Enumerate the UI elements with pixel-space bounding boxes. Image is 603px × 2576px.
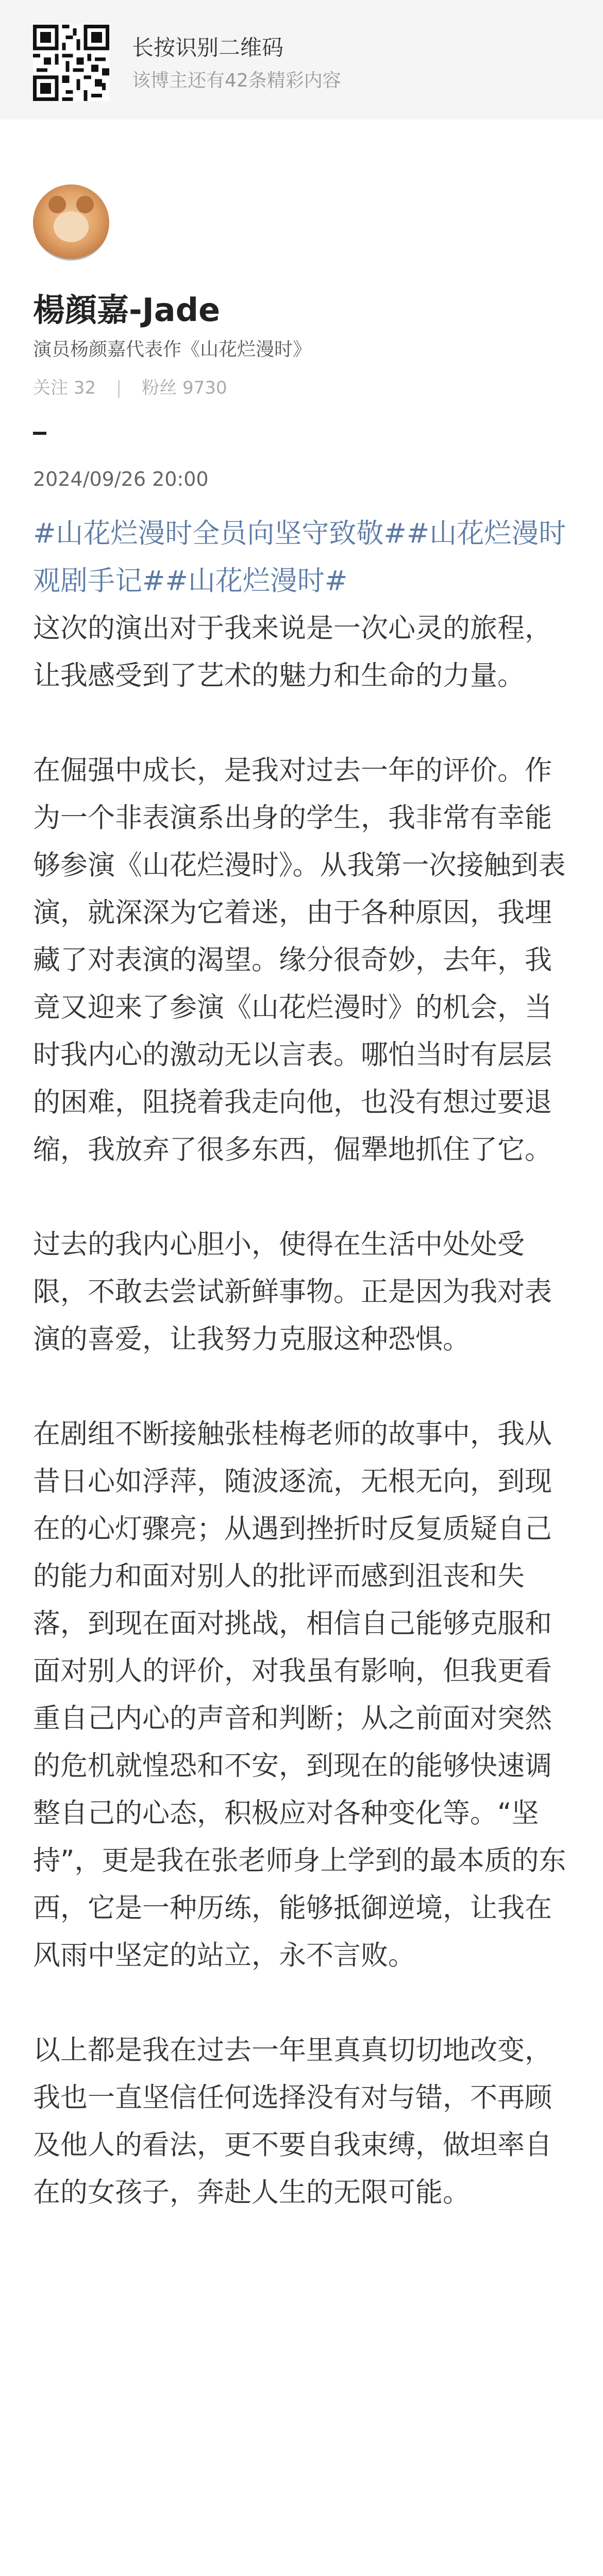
post-date: 2024/09/26 20:00	[33, 468, 209, 490]
post-paragraph: 在倔强中成长，是我对过去一年的评价。作为一个非表演系出身的学生，我非常有幸能够参演《山花烂漫时》。从我第一次接触到表演，就深深为它着迷，由于各种原因，我埋藏了对表演的渴望。缘分很奇妙，去年，我竟又迎来了参演《山花烂漫时》的机会，当时我内心的激动无以言表。哪怕当时有层层的困难，阻挠着我走向他，也没有想过要退缩，我放弃了很多东西，倔犟地抓住了它。	[33, 755, 566, 1165]
top-banner[interactable]	[0, 0, 603, 120]
divider: |	[115, 378, 122, 398]
post-paragraph: 过去的我内心胆小，使得在生活中处处受限，不敢去尝试新鲜事物。正是因为我对表演的喜爱，让我努力克服这种恐惧。	[33, 1229, 552, 1355]
profile-name[interactable]: 楊顔嘉-Jade	[33, 291, 221, 329]
followers-count[interactable]: 粉丝 9730	[142, 378, 227, 398]
profile-stats	[33, 374, 242, 399]
post-paragraph: 在剧组不断接触张桂梅老师的故事中，我从昔日心如浮萍，随波逐流，无根无向，到现在的心灯骤亮；从遇到挫折时反复质疑自己的能力和面对别人的批评而感到沮丧和失落，到现在面对挑战，相信自己能够克服和面对别人的评价，对我虽有影响，但我更看重自己内心的声音和判断；从之前面对突然的危机就惶恐和不安，到现在的能够快速调整自己的心态，积极应对各种变化等。“坚持”，更是我在张老师身上学到的最本质的东西，它是一种历练，能够抵御逆境，让我在风雨中坚定的站立，永不言败。	[33, 1418, 566, 1971]
qr-code-icon[interactable]	[33, 25, 109, 101]
banner-title: 长按识别二维码	[132, 35, 284, 60]
post-body	[33, 510, 574, 2216]
post-intro: 这次的演出对于我来说是一次心灵的旅程，让我感受到了艺术的魅力和生命的力量。	[33, 613, 552, 691]
avatar[interactable]	[33, 184, 109, 261]
post-hashtags[interactable]: #山花烂漫时全员向坚守致敬##山花烂漫时观剧手记##山花烂漫时#	[33, 518, 566, 597]
following-count[interactable]: 关注 32	[33, 378, 96, 398]
post-paragraph: 以上都是我在过去一年里真真切切地改变，我也一直坚信任何选择没有对与错，不再顾及他人的看法，更不要自我束缚，做坦率自在的女孩子，奔赴人生的无限可能。	[33, 2035, 552, 2208]
divider-dash	[33, 432, 46, 435]
banner-subtitle: 该博主还有42条精彩内容	[132, 70, 341, 91]
profile-bio: 演员杨颜嘉代表作《山花烂漫时》	[33, 339, 312, 360]
